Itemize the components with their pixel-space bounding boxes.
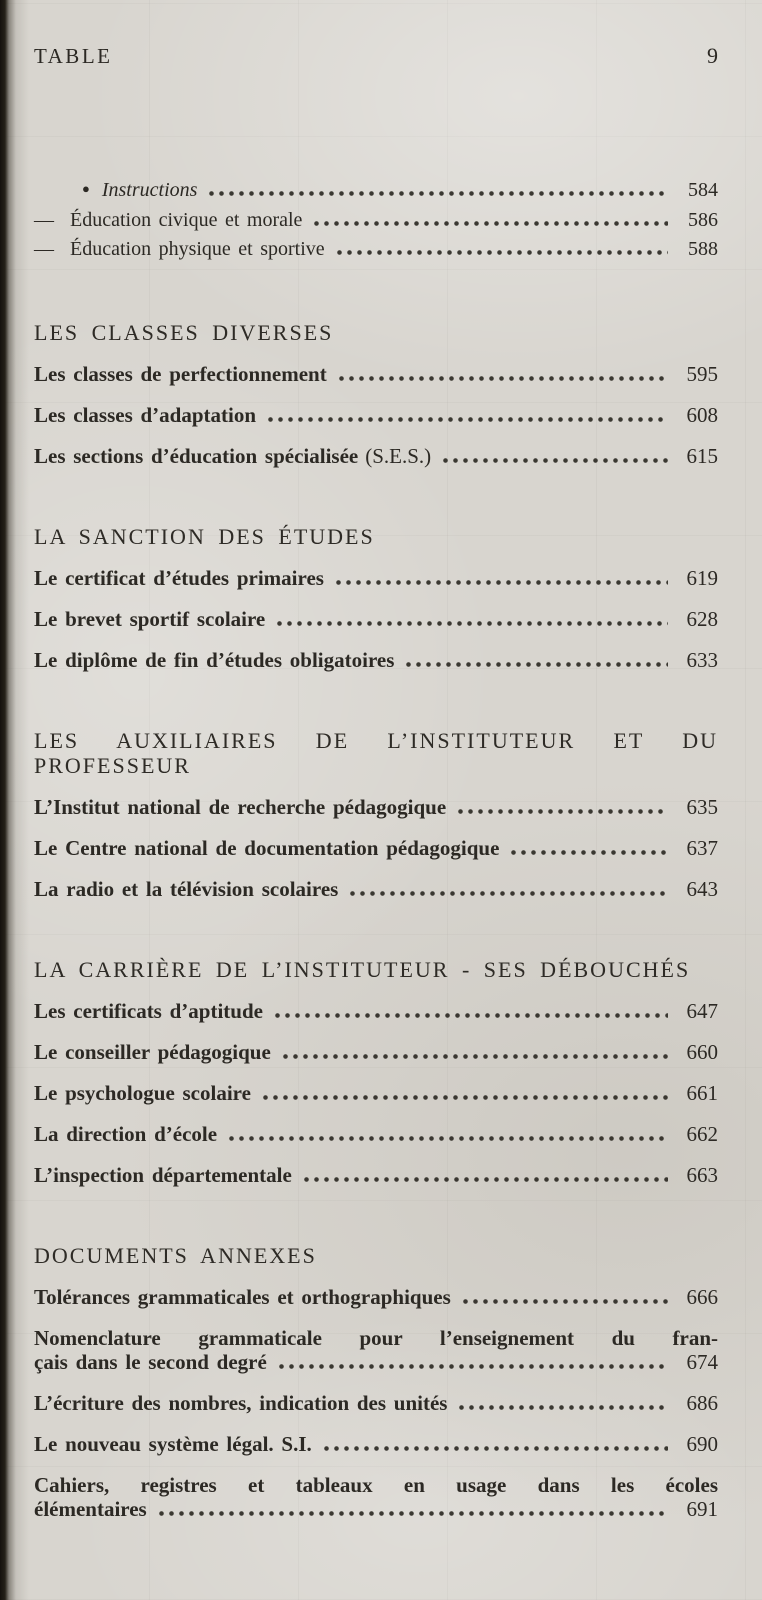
- entry-row: [34, 1081, 718, 1105]
- entry-row: [34, 648, 718, 672]
- entry-page-number: 643: [686, 877, 718, 901]
- dot-leader: [275, 1013, 668, 1018]
- entry-label: Le brevet sportif scolaire: [34, 607, 266, 631]
- section-heading: LES AUXILIAIRES DE L’INSTITUTEUR ET DU PROFESSEUR: [34, 728, 718, 778]
- entry-row: [34, 795, 718, 819]
- dot-leader: [459, 1405, 668, 1410]
- entry-row: [34, 1497, 718, 1521]
- entry-label: élémentaires: [34, 1497, 147, 1521]
- dot-leader: [304, 1177, 668, 1182]
- entry-page-number: 661: [686, 1081, 718, 1105]
- entry-label: Les certificats d’aptitude: [34, 999, 263, 1023]
- entry-row: [34, 999, 718, 1023]
- section-heading: LA SANCTION DES ÉTUDES: [34, 524, 375, 549]
- entry-row: [34, 403, 718, 427]
- dot-leader: [336, 580, 668, 585]
- toc-entry: [34, 1081, 718, 1105]
- entry-page-number: 660: [686, 1040, 718, 1064]
- entry-row: [34, 1163, 718, 1187]
- toc-entry: [34, 877, 718, 901]
- entry-row: [34, 1391, 718, 1415]
- entry-label: Tolérances grammaticales et orthographiques: [34, 1285, 451, 1309]
- entry-label: çais dans le second degré: [34, 1350, 267, 1374]
- toc-entry: [34, 1391, 718, 1415]
- entry-page-number: 663: [686, 1163, 718, 1187]
- dot-leader: [283, 1054, 668, 1059]
- dot-leader: [339, 376, 668, 381]
- toc-entry: [34, 1432, 718, 1456]
- toc-section: [34, 176, 718, 264]
- entry-row: [34, 444, 718, 468]
- toc-entry: [34, 1326, 718, 1374]
- dot-leader: [337, 250, 668, 255]
- entry-label: Les sections d’éducation spécialisée: [34, 444, 359, 468]
- toc-section: [34, 957, 718, 1187]
- entry-row: [34, 1122, 718, 1146]
- entry-row: [34, 836, 718, 860]
- dot-leader: [463, 1299, 668, 1304]
- toc-entry: [34, 566, 718, 590]
- entry-label: L’Institut national de recherche pédagogique: [34, 795, 447, 819]
- entry-label-line: Cahiers, registres et tableaux en usage dans les écoles: [34, 1473, 718, 1497]
- entry-row: [34, 1040, 718, 1064]
- toc-section: [34, 728, 718, 901]
- dash-marker-icon: —: [34, 238, 54, 260]
- dot-leader: [229, 1136, 668, 1141]
- page-gutter-shadow: [0, 0, 30, 1600]
- toc-entry: [34, 206, 718, 235]
- dot-leader: [511, 850, 668, 855]
- toc-entry: [34, 607, 718, 631]
- dot-leader: [458, 809, 668, 814]
- dot-leader: [263, 1095, 668, 1100]
- entry-label: L’écriture des nombres, indication des unités: [34, 1391, 448, 1415]
- entry-label-line: Nomenclature grammaticale pour l’enseignement du fran-: [34, 1326, 718, 1350]
- entry-page-number: 690: [686, 1432, 718, 1456]
- entry-label: Instructions: [101, 179, 198, 201]
- toc-entry: [34, 1163, 718, 1187]
- dot-leader: [406, 662, 668, 667]
- entry-row: [82, 176, 718, 206]
- entry-page-number: 628: [686, 607, 718, 631]
- toc-entry: [34, 235, 718, 264]
- toc-sections: [34, 176, 718, 1521]
- entry-page-number: 586: [688, 209, 718, 231]
- entry-label: Éducation civique et morale: [70, 209, 303, 231]
- toc-entry: [34, 444, 718, 468]
- entry-row: [34, 607, 718, 631]
- entry-page-number: 615: [686, 444, 718, 468]
- toc-entry: [34, 999, 718, 1023]
- entry-page-number: 635: [686, 795, 718, 819]
- toc-section: [34, 320, 718, 468]
- entry-row: [34, 1432, 718, 1456]
- entry-page-number: 588: [688, 238, 718, 260]
- entry-label: Le conseiller pédagogique: [34, 1040, 271, 1064]
- dash-marker-icon: —: [34, 209, 54, 231]
- entry-label: La radio et la télévision scolaires: [34, 877, 339, 901]
- entry-page-number: 584: [688, 179, 718, 201]
- section-heading: LES CLASSES DIVERSES: [34, 320, 334, 345]
- dot-leader: [324, 1446, 668, 1451]
- entry-page-number: 647: [686, 999, 718, 1023]
- toc-entry: [34, 362, 718, 386]
- entry-row: [34, 1350, 718, 1374]
- entry-page-number: 666: [686, 1285, 718, 1309]
- entry-label: Les classes de perfectionnement: [34, 362, 327, 386]
- toc-entry: [34, 403, 718, 427]
- bullet-marker-icon: ●: [82, 181, 90, 196]
- entry-row: [34, 362, 718, 386]
- toc-section: [34, 1243, 718, 1521]
- entry-page-number: 637: [686, 836, 718, 860]
- entry-suffix: (S.E.S.): [365, 444, 432, 468]
- entry-row: [34, 566, 718, 590]
- entry-row: [34, 1285, 718, 1309]
- entry-row: [34, 235, 718, 264]
- toc-entry: [34, 1473, 718, 1521]
- toc-entry: [34, 648, 718, 672]
- entry-page-number: 662: [686, 1122, 718, 1146]
- page-header: [34, 44, 718, 68]
- entry-page-number: 674: [686, 1350, 718, 1374]
- toc-entry: [34, 1285, 718, 1309]
- dot-leader: [277, 621, 668, 626]
- entry-page-number: 633: [686, 648, 718, 672]
- entry-label: Les classes d’adaptation: [34, 403, 257, 427]
- folio-page-number: 9: [707, 43, 718, 68]
- entry-page-number: 686: [686, 1391, 718, 1415]
- entry-page-number: 608: [686, 403, 718, 427]
- entry-page-number: 691: [686, 1497, 718, 1521]
- dot-leader: [350, 891, 668, 896]
- entry-label: Le certificat d’études primaires: [34, 566, 324, 590]
- entry-label: Le Centre national de documentation pédagogique: [34, 836, 500, 860]
- entry-label: Le psychologue scolaire: [34, 1081, 251, 1105]
- running-title: TABLE: [34, 44, 113, 68]
- entry-page-number: 595: [686, 362, 718, 386]
- dot-leader: [209, 191, 668, 196]
- entry-page-number: 619: [686, 566, 718, 590]
- entry-label: Éducation physique et sportive: [70, 238, 325, 260]
- toc-entry: [34, 1122, 718, 1146]
- dot-leader: [279, 1364, 668, 1369]
- toc-section: [34, 524, 718, 672]
- dot-leader: [268, 417, 668, 422]
- dot-leader: [159, 1511, 668, 1516]
- entry-label: La direction d’école: [34, 1122, 218, 1146]
- entry-row: [34, 206, 718, 235]
- toc-entry: [34, 176, 718, 206]
- dot-leader: [314, 221, 668, 226]
- entry-label: Le nouveau système légal. S.I.: [34, 1432, 312, 1456]
- section-heading: LA CARRIÈRE DE L’INSTITUTEUR - SES DÉBOUCHÉS: [34, 957, 691, 982]
- dot-leader: [443, 458, 668, 463]
- entry-label: L’inspection départementale: [34, 1163, 292, 1187]
- section-heading: DOCUMENTS ANNEXES: [34, 1243, 317, 1268]
- toc-entry: [34, 1040, 718, 1064]
- toc-entry: [34, 795, 718, 819]
- toc-entry: [34, 836, 718, 860]
- entry-row: [34, 877, 718, 901]
- entry-label: Le diplôme de fin d’études obligatoires: [34, 648, 395, 672]
